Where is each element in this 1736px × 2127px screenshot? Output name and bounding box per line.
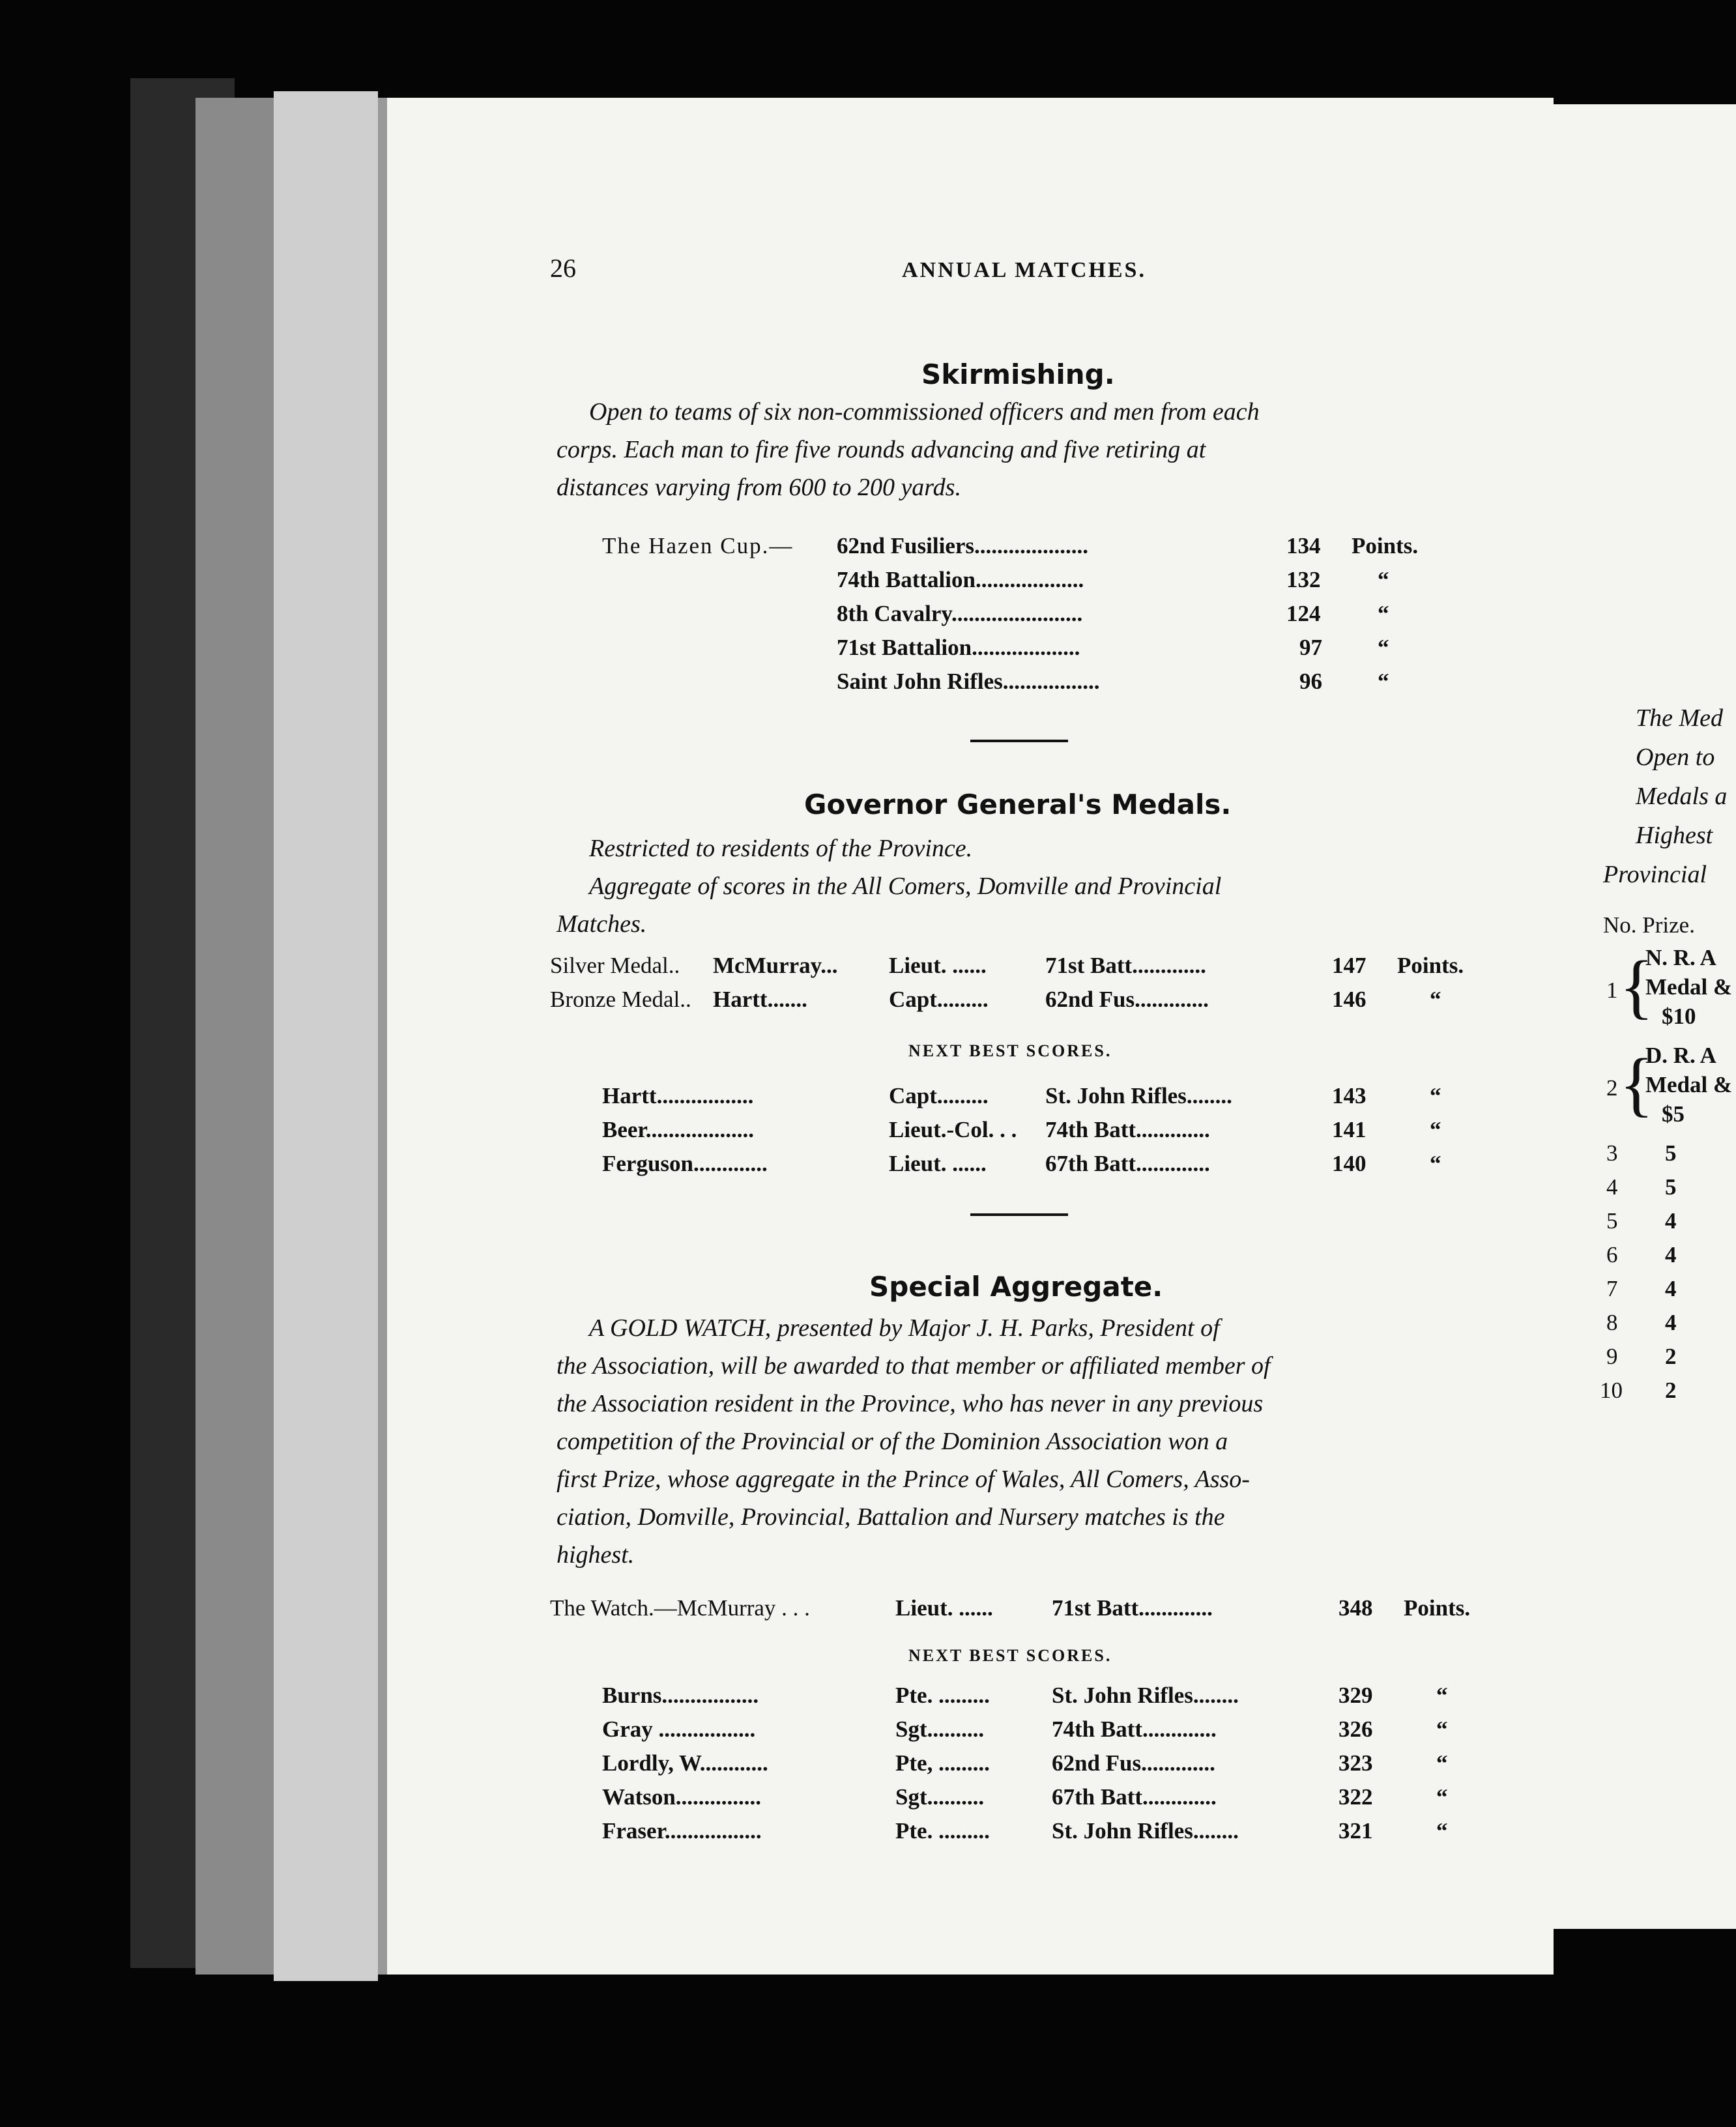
shooter-name: Gray ................. xyxy=(602,1716,756,1742)
section-title-special-aggregate: Special Aggregate. xyxy=(869,1271,1163,1303)
book-edge-light xyxy=(274,91,378,1981)
shooter-name: Hartt................. xyxy=(602,1083,754,1108)
prize-value: 5 xyxy=(1665,1174,1677,1200)
shooter-name: Ferguson............. xyxy=(602,1151,768,1176)
score: 141 xyxy=(1332,1117,1367,1142)
shooter-name: Beer................... xyxy=(602,1117,754,1142)
facing-table-header: No. Prize. xyxy=(1603,912,1695,938)
unit: “ xyxy=(1378,601,1389,626)
desc-line: A GOLD WATCH, presented by Major J. H. Parks, President of xyxy=(589,1314,1220,1342)
shooter-name: Burns................. xyxy=(602,1683,759,1708)
prize-number: 9 xyxy=(1606,1344,1618,1369)
unit: “ xyxy=(1436,1683,1448,1708)
prize-value: 4 xyxy=(1665,1310,1677,1335)
facing-page xyxy=(1551,104,1736,1929)
desc-line: distances varying from 600 to 200 yards. xyxy=(557,474,961,501)
desc-line: first Prize, whose aggregate in the Prince of Wales, All Comers, Asso- xyxy=(557,1466,1250,1493)
section-title-gg-medals: Governor General's Medals. xyxy=(804,789,1232,820)
unit: “ xyxy=(1378,567,1389,592)
unit: “ xyxy=(1436,1784,1448,1810)
desc-line: the Association, will be awarded to that member or affiliated member of xyxy=(557,1352,1271,1380)
desc-line: competition of the Provincial or of the Dominion Association won a xyxy=(557,1428,1228,1455)
corps: 71st Batt............. xyxy=(1052,1595,1213,1621)
score: 147 xyxy=(1332,953,1367,978)
prize-number: 1 xyxy=(1606,977,1618,1003)
section-title-skirmishing: Skirmishing. xyxy=(921,358,1115,390)
score: 143 xyxy=(1332,1083,1367,1108)
team-name: 62nd Fusiliers.................... xyxy=(837,533,1089,558)
team-name: 74th Battalion................... xyxy=(837,567,1084,592)
prize-value: 2 xyxy=(1665,1378,1677,1403)
score: 140 xyxy=(1332,1151,1367,1176)
prize-value: 5 xyxy=(1665,1140,1677,1166)
desc-line: Restricted to residents of the Province. xyxy=(589,835,973,862)
corps: 67th Batt............. xyxy=(1052,1784,1217,1810)
score: 134 xyxy=(1286,533,1321,558)
unit: Points. xyxy=(1404,1595,1471,1621)
prize-number: 4 xyxy=(1606,1174,1618,1200)
unit: “ xyxy=(1430,987,1441,1012)
score: 132 xyxy=(1286,567,1321,592)
desc-line: ciation, Domville, Provincial, Battalion and Nursery matches is the xyxy=(557,1503,1225,1531)
next-best-heading: NEXT BEST SCORES. xyxy=(908,1041,1112,1060)
corps: St. John Rifles........ xyxy=(1045,1083,1232,1108)
section-divider xyxy=(970,1213,1068,1216)
prize-line: Medal & xyxy=(1645,974,1733,1000)
prize-line: N. R. A xyxy=(1645,945,1716,970)
unit: “ xyxy=(1378,635,1389,660)
score: 323 xyxy=(1338,1750,1373,1776)
score: 97 xyxy=(1299,635,1322,660)
team-name: 71st Battalion................... xyxy=(837,635,1080,660)
shooter-name: Hartt....... xyxy=(713,987,807,1012)
rank: Lieut. ...... xyxy=(895,1595,993,1621)
rank: Sgt.......... xyxy=(895,1716,985,1742)
prize-value: 2 xyxy=(1665,1344,1677,1369)
shooter-name: McMurray... xyxy=(713,953,838,978)
score: 329 xyxy=(1338,1683,1373,1708)
unit: “ xyxy=(1436,1750,1448,1776)
prize-line: Medal & xyxy=(1645,1072,1733,1097)
corps: St. John Rifles........ xyxy=(1052,1683,1239,1708)
prize-number: 6 xyxy=(1606,1242,1618,1267)
facing-line: Provincial xyxy=(1603,861,1707,888)
desc-line: corps. Each man to fire five rounds advancing and five retiring at xyxy=(557,436,1206,463)
running-head: ANNUAL MATCHES. xyxy=(902,258,1146,282)
prize-number: 10 xyxy=(1600,1378,1623,1403)
prize-value: 4 xyxy=(1665,1276,1677,1301)
desc-line: Aggregate of scores in the All Comers, Domville and Provincial xyxy=(589,873,1222,900)
desc-line: highest. xyxy=(557,1541,635,1569)
score: 322 xyxy=(1338,1784,1373,1810)
prize-line: D. R. A xyxy=(1645,1043,1716,1068)
rank: Capt......... xyxy=(889,987,989,1012)
facing-line: Highest xyxy=(1636,822,1713,849)
unit: Points. xyxy=(1397,953,1464,978)
prize-line: $5 xyxy=(1662,1101,1685,1127)
rank: Pte. ......... xyxy=(895,1818,990,1844)
rank: Lieut. ...... xyxy=(889,1151,987,1176)
score: 321 xyxy=(1338,1818,1373,1844)
prize: Bronze Medal.. xyxy=(550,987,691,1012)
prize-line: $10 xyxy=(1662,1004,1696,1029)
score: 348 xyxy=(1338,1595,1373,1621)
section-divider xyxy=(970,740,1068,742)
page-number: 26 xyxy=(550,253,576,283)
prize-number: 2 xyxy=(1606,1075,1618,1101)
shooter-name: Watson............... xyxy=(602,1784,762,1810)
next-best-heading: NEXT BEST SCORES. xyxy=(908,1646,1112,1665)
score: 146 xyxy=(1332,987,1367,1012)
unit: Points. xyxy=(1352,533,1419,558)
corps: 67th Batt............. xyxy=(1045,1151,1210,1176)
desc-line: Open to teams of six non-commissioned officers and men from each xyxy=(589,398,1260,426)
corps: 62nd Fus............. xyxy=(1045,987,1209,1012)
prize: Silver Medal.. xyxy=(550,953,680,978)
prize-label: The Hazen Cup.— xyxy=(602,533,794,558)
rank: Lieut. ...... xyxy=(889,953,987,978)
corps: St. John Rifles........ xyxy=(1052,1818,1239,1844)
facing-line: The Med xyxy=(1636,704,1724,732)
facing-line: Medals a xyxy=(1636,783,1728,810)
prize-number: 8 xyxy=(1606,1310,1618,1335)
score: 326 xyxy=(1338,1716,1373,1742)
desc-line: the Association resident in the Province, who has never in any previous xyxy=(557,1390,1264,1417)
corps: 74th Batt............. xyxy=(1045,1117,1210,1142)
rank: Lieut.-Col. . . xyxy=(889,1117,1017,1142)
prize-number: 7 xyxy=(1606,1276,1618,1301)
score: 96 xyxy=(1299,669,1322,694)
team-name: 8th Cavalry....................... xyxy=(837,601,1083,626)
facing-line: Open to xyxy=(1636,744,1715,771)
prize-value: 4 xyxy=(1665,1208,1677,1234)
unit: “ xyxy=(1436,1818,1448,1844)
prize-value: 4 xyxy=(1665,1242,1677,1267)
rank: Sgt.......... xyxy=(895,1784,985,1810)
corps: 74th Batt............. xyxy=(1052,1716,1217,1742)
rank: Pte, ......... xyxy=(895,1750,990,1776)
prize-number: 5 xyxy=(1606,1208,1618,1234)
score: 124 xyxy=(1286,601,1321,626)
brace: { xyxy=(1619,1044,1654,1123)
brace: { xyxy=(1619,946,1654,1026)
corps: 71st Batt............. xyxy=(1045,953,1206,978)
corps: 62nd Fus............. xyxy=(1052,1750,1215,1776)
shooter-name: Lordly, W............ xyxy=(602,1750,768,1776)
unit: “ xyxy=(1430,1083,1441,1108)
unit: “ xyxy=(1430,1117,1441,1142)
book-page xyxy=(378,98,1554,1975)
team-name: Saint John Rifles................. xyxy=(837,669,1100,694)
rank: Capt......... xyxy=(889,1083,989,1108)
unit: “ xyxy=(1378,669,1389,694)
rank: Pte. ......... xyxy=(895,1683,990,1708)
unit: “ xyxy=(1436,1716,1448,1742)
shooter-name: Fraser................. xyxy=(602,1818,762,1844)
desc-line: Matches. xyxy=(557,910,647,938)
unit: “ xyxy=(1430,1151,1441,1176)
prize-number: 3 xyxy=(1606,1140,1618,1166)
prize: The Watch.—McMurray . . . xyxy=(550,1595,810,1621)
